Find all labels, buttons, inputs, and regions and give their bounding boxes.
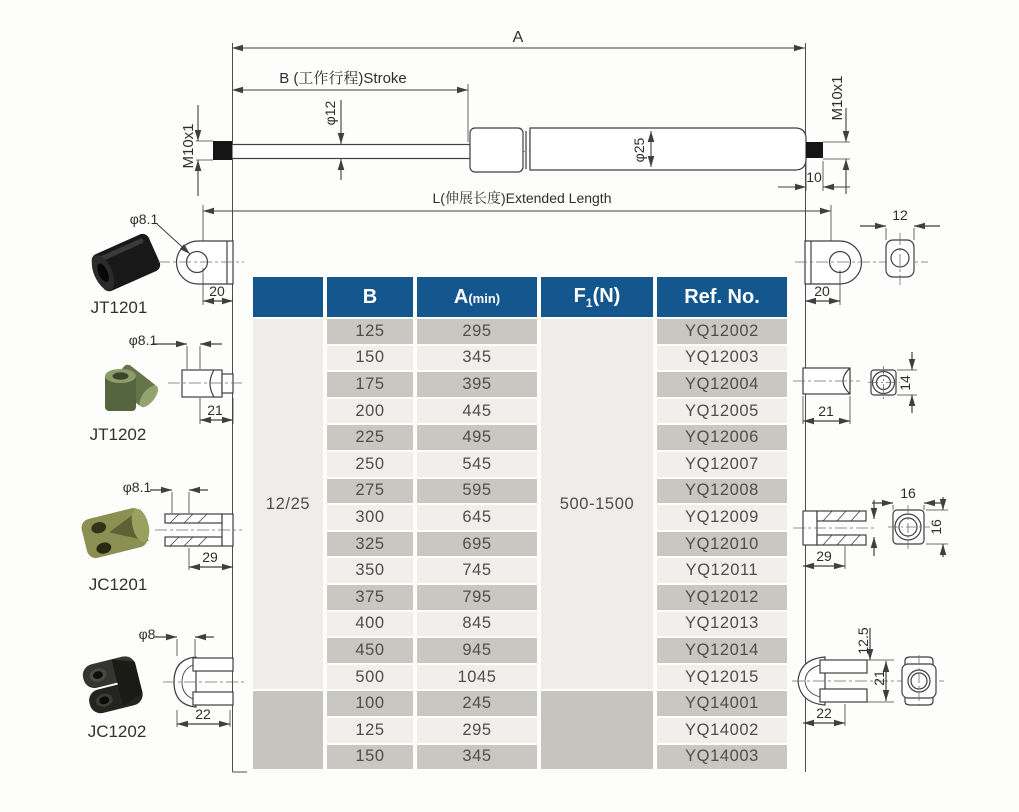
cell-b: 350 xyxy=(327,558,413,583)
header-f-rest: (N) xyxy=(592,284,621,307)
table-row xyxy=(253,372,787,397)
cylinder-collar xyxy=(470,128,523,172)
header-a-main: A xyxy=(453,285,469,308)
cell-ref: YQ14003 xyxy=(657,745,787,770)
right-fitting-clevis2 xyxy=(792,627,944,726)
dim-label-extended-length: L(伸展长度)Extended Length xyxy=(432,190,612,206)
left-thread-block xyxy=(213,141,232,160)
fitting-jc1202 xyxy=(80,626,244,741)
cell-b: 375 xyxy=(327,585,413,610)
dim-label-stroke: B (工作行程)Stroke xyxy=(279,70,407,87)
force-cell: 500-1500 xyxy=(541,319,653,689)
cell-a: 545 xyxy=(417,452,537,477)
cell-ref: YQ12005 xyxy=(657,399,787,424)
header-b: B xyxy=(327,277,413,317)
dim-label-rod-dia: φ12 xyxy=(322,100,338,126)
table-row xyxy=(253,425,787,450)
cell-b: 125 xyxy=(327,319,413,344)
cell-ref: YQ12015 xyxy=(657,665,787,690)
cell-b: 400 xyxy=(327,612,413,637)
gas-spring-drawing xyxy=(213,128,823,172)
table-row xyxy=(253,346,787,371)
cell-b: 100 xyxy=(327,691,413,716)
table-row xyxy=(253,745,787,770)
cell-b: 175 xyxy=(327,372,413,397)
cell-a: 695 xyxy=(417,532,537,557)
header-f-sub: 1 xyxy=(585,295,593,310)
spec-table-grid xyxy=(249,275,791,771)
cell-a: 295 xyxy=(417,319,537,344)
jt1201-dia-label: φ8.1 xyxy=(129,211,159,227)
right-socket-front-dim: 14 xyxy=(897,375,913,391)
right-thread-block xyxy=(806,142,823,158)
cell-b: 200 xyxy=(327,399,413,424)
table-row xyxy=(253,691,787,716)
table-header-row xyxy=(253,277,787,317)
cell-b: 150 xyxy=(327,745,413,770)
dim-label-thread-len: 10 xyxy=(806,169,822,185)
cell-b: 225 xyxy=(327,425,413,450)
header-ref-no: Ref. No. xyxy=(657,277,787,317)
jc1202-dim-label: 22 xyxy=(195,706,211,722)
piston-rod xyxy=(232,145,470,159)
table-row xyxy=(253,665,787,690)
right-clevis2-dim: 22 xyxy=(816,705,832,721)
force-cell xyxy=(541,691,653,769)
header-f1n xyxy=(541,277,653,317)
table-row xyxy=(253,399,787,424)
cell-ref: YQ12004 xyxy=(657,372,787,397)
dim-label-tube-dia: φ25 xyxy=(631,137,647,163)
dim-label-thread-right: M10x1 xyxy=(829,75,846,121)
dim-label-a: A xyxy=(512,29,524,46)
cell-b: 500 xyxy=(327,665,413,690)
cell-a: 445 xyxy=(417,399,537,424)
table-row xyxy=(253,505,787,530)
cell-a: 345 xyxy=(417,346,537,371)
cell-a: 595 xyxy=(417,479,537,504)
cell-ref: YQ12013 xyxy=(657,612,787,637)
cell-b: 250 xyxy=(327,452,413,477)
cell-ref: YQ12012 xyxy=(657,585,787,610)
cell-ref: YQ14002 xyxy=(657,718,787,743)
cell-a: 295 xyxy=(417,718,537,743)
right-clevis-dim: 29 xyxy=(816,548,832,564)
dim-label-thread-left: M10x1 xyxy=(180,123,197,169)
right-eyelet-dim: 20 xyxy=(814,283,830,299)
cell-a: 795 xyxy=(417,585,537,610)
cell-ref: YQ12007 xyxy=(657,452,787,477)
right-clevis2-span: 21 xyxy=(871,670,887,686)
header-a-sub: (min) xyxy=(468,290,501,306)
cell-a: 1045 xyxy=(417,665,537,690)
table-row xyxy=(253,319,787,344)
fitting-jt1202 xyxy=(90,332,242,444)
jc1201-dia-label: φ8.1 xyxy=(122,479,152,495)
jt1201-drawing xyxy=(157,224,244,305)
cell-a: 745 xyxy=(417,558,537,583)
table-row xyxy=(253,558,787,583)
cell-a: 945 xyxy=(417,638,537,663)
right-clevis-front-h: 16 xyxy=(928,519,944,535)
jt1201-name: JT1201 xyxy=(90,298,148,317)
cell-b: 275 xyxy=(327,479,413,504)
cell-ref: YQ12011 xyxy=(657,558,787,583)
cell-ref: YQ12010 xyxy=(657,532,787,557)
table-row xyxy=(253,638,787,663)
cell-a: 345 xyxy=(417,745,537,770)
header-group xyxy=(253,277,323,317)
jt1202-drawing xyxy=(152,344,242,424)
cell-a: 845 xyxy=(417,612,537,637)
table-row xyxy=(253,479,787,504)
cell-a: 245 xyxy=(417,691,537,716)
jt1202-name: JT1202 xyxy=(89,425,147,444)
group-label-cell xyxy=(253,691,323,769)
cell-a: 495 xyxy=(417,425,537,450)
right-fitting-clevis xyxy=(793,485,948,569)
cell-ref: YQ12014 xyxy=(657,638,787,663)
right-eyelet-front-dim: 12 xyxy=(892,207,908,223)
cell-ref: YQ12009 xyxy=(657,505,787,530)
group-label-cell: 12/25 xyxy=(253,319,323,689)
jt1202-photo xyxy=(105,363,161,411)
cell-b: 150 xyxy=(327,346,413,371)
jc1202-name: JC1202 xyxy=(87,722,147,741)
right-fitting-eyelet xyxy=(795,207,940,305)
cell-ref: YQ12002 xyxy=(657,319,787,344)
jt1201-photo xyxy=(87,232,163,295)
spec-table xyxy=(249,275,791,771)
jc1201-photo xyxy=(80,505,154,560)
cell-b: 125 xyxy=(327,718,413,743)
cell-b: 300 xyxy=(327,505,413,530)
jt1202-dia-label: φ8.1 xyxy=(128,332,158,348)
jt1201-dim-label: 20 xyxy=(209,283,225,299)
jc1202-dia-label: φ8 xyxy=(138,626,156,642)
table-row xyxy=(253,452,787,477)
cell-ref: YQ12003 xyxy=(657,346,787,371)
jc1201-drawing xyxy=(150,490,242,570)
table-row xyxy=(253,612,787,637)
table-row xyxy=(253,585,787,610)
right-socket-dim: 21 xyxy=(818,403,834,419)
cell-b: 450 xyxy=(327,638,413,663)
cell-a: 645 xyxy=(417,505,537,530)
fitting-jt1201 xyxy=(87,211,244,317)
cylinder-tube xyxy=(530,128,806,170)
jt1202-dim-label: 21 xyxy=(207,402,223,418)
jc1202-photo xyxy=(80,654,144,716)
right-clevis-front-w: 16 xyxy=(900,485,916,501)
fitting-jc1201 xyxy=(80,479,242,594)
jc1201-name: JC1201 xyxy=(88,575,148,594)
cell-b: 325 xyxy=(327,532,413,557)
jc1201-dim-label: 29 xyxy=(202,549,218,565)
table-row xyxy=(253,532,787,557)
header-a-min xyxy=(417,277,537,317)
right-clevis2-offset: 12.5 xyxy=(855,627,871,655)
cell-a: 395 xyxy=(417,372,537,397)
right-fitting-socket xyxy=(793,352,917,424)
cell-ref: YQ14001 xyxy=(657,691,787,716)
table-row xyxy=(253,718,787,743)
cell-ref: YQ12008 xyxy=(657,479,787,504)
cell-ref: YQ12006 xyxy=(657,425,787,450)
header-f-main: F xyxy=(573,284,586,307)
